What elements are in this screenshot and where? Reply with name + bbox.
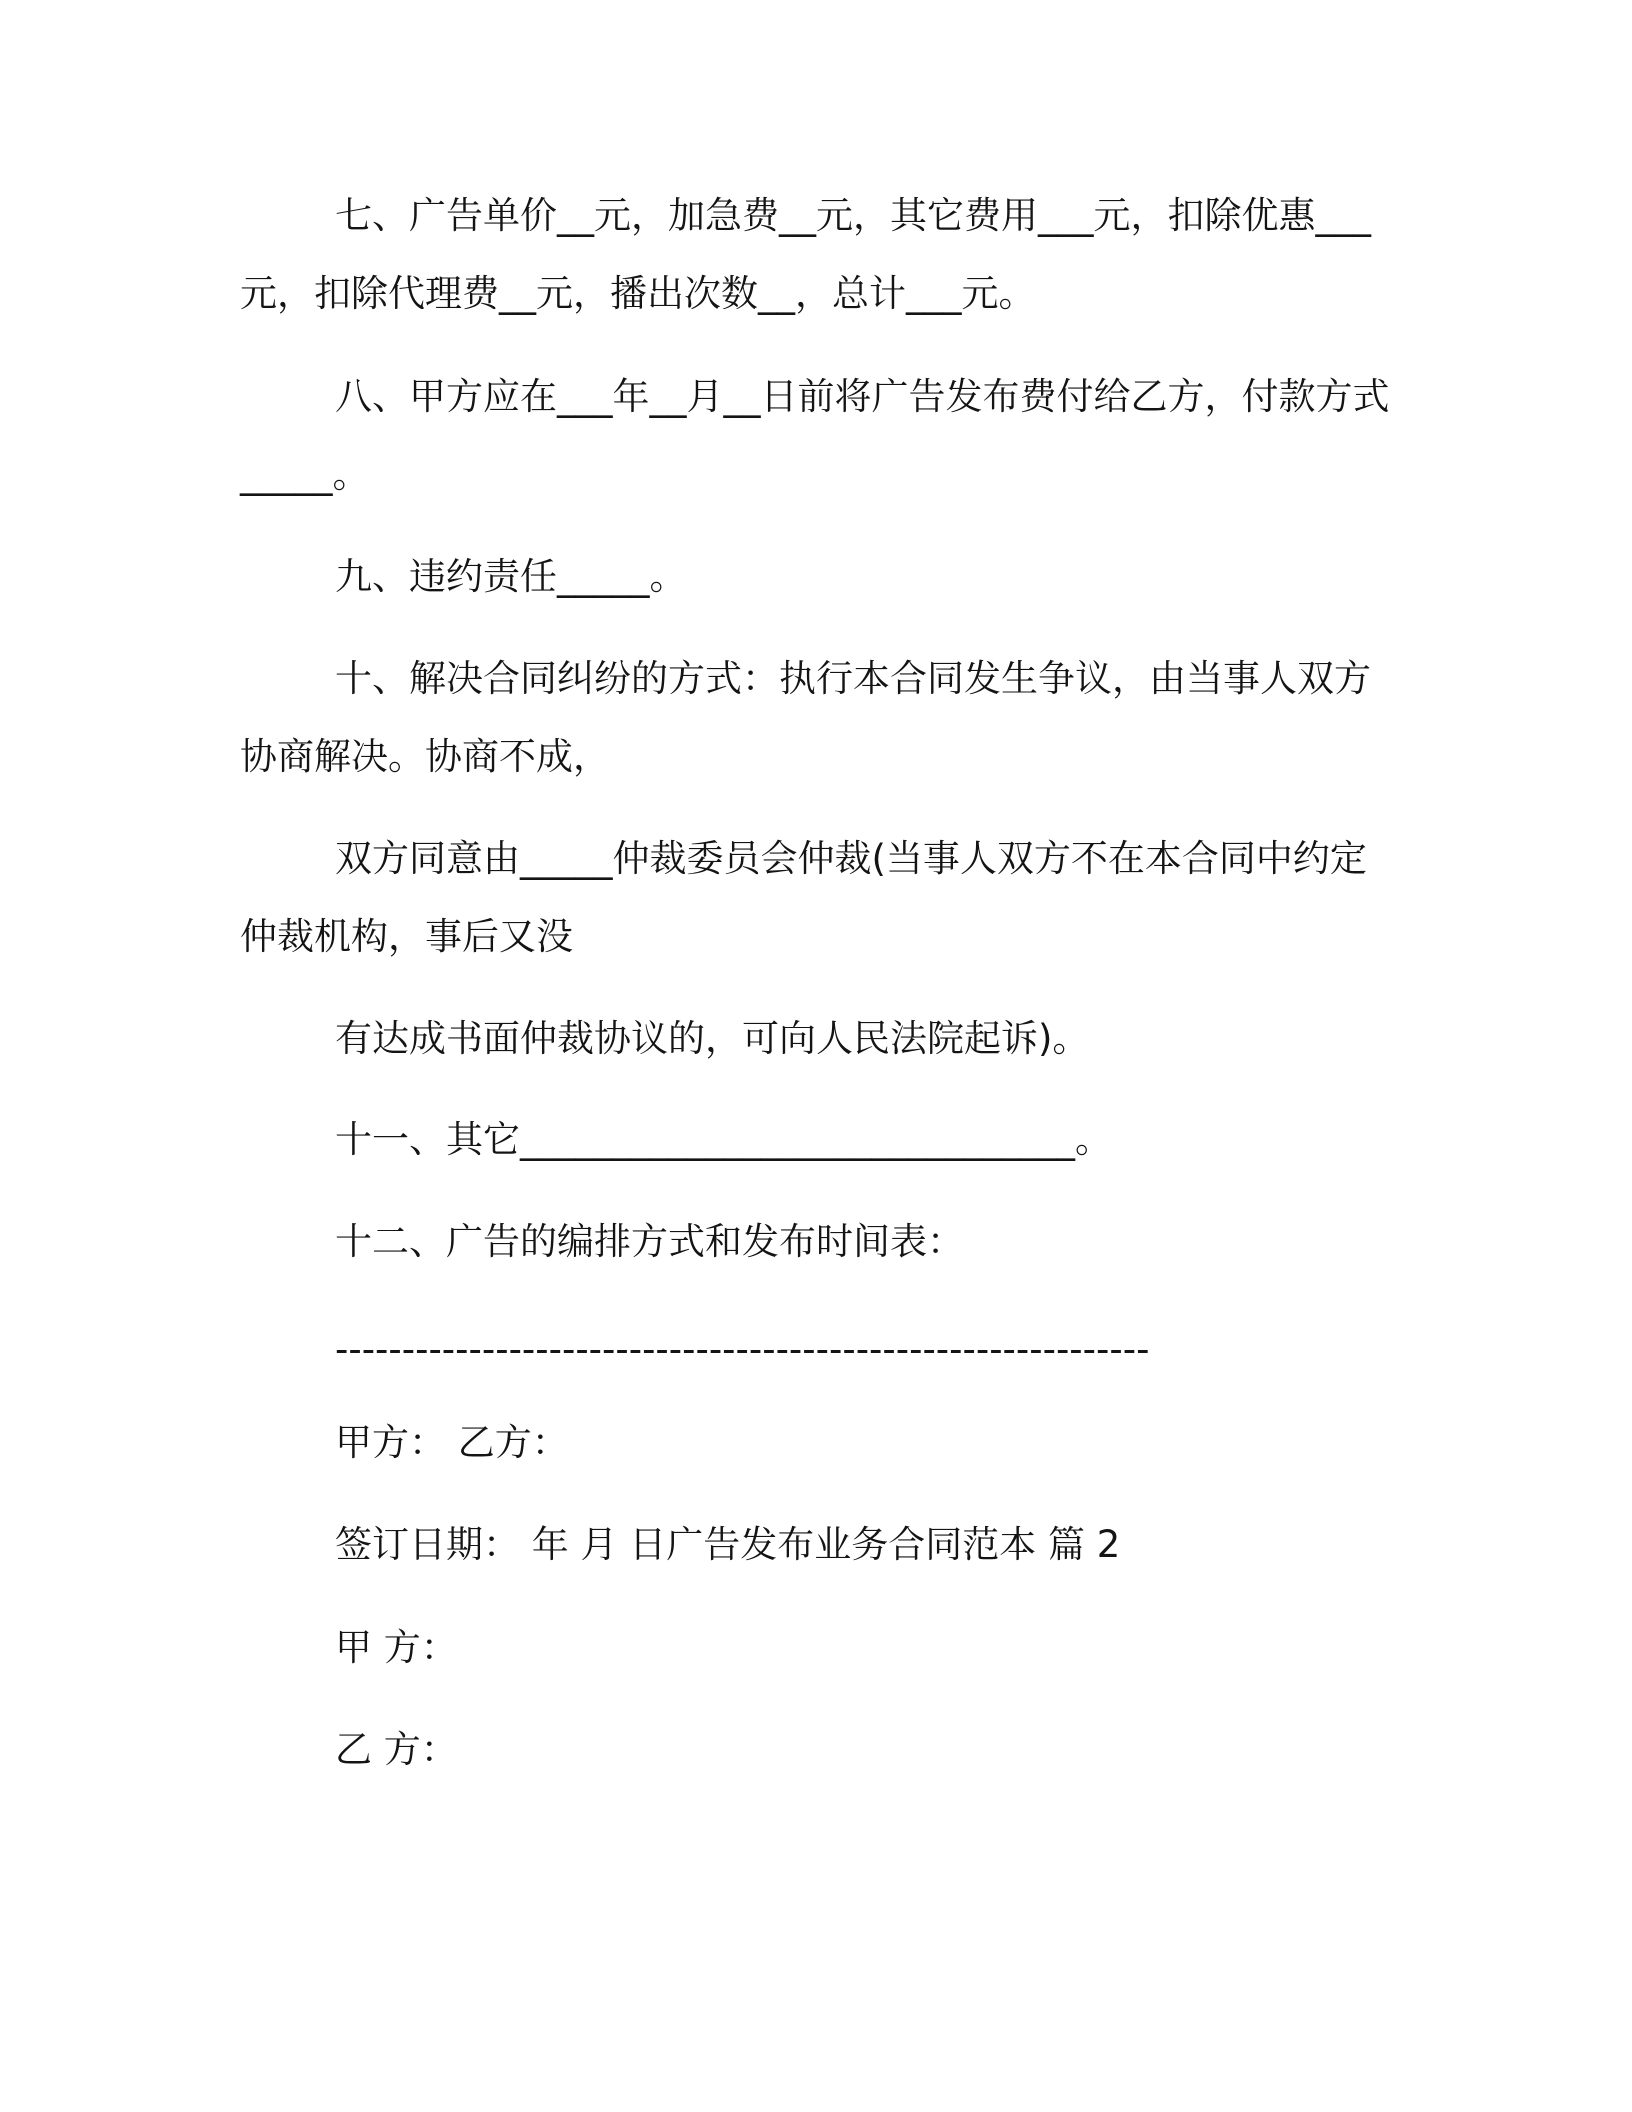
- party-b-label: 乙 方：: [335, 1728, 458, 1771]
- party-a-label: 甲 方：: [335, 1626, 458, 1669]
- clause-8-paragraph: 八、甲方应在___年__月__日前将广告发布费付给乙方，付款方式_____。: [240, 375, 1390, 496]
- signing-date-line: 签订日期： 年 月 日广告发布业务合同范本 篇 2: [335, 1523, 1121, 1566]
- clause-9-paragraph: 九、违约责任_____。: [335, 555, 687, 598]
- clause-11-paragraph: 十一、其它______________________________。: [335, 1118, 1112, 1161]
- clause-7-paragraph: 七、广告单价__元，加急费__元，其它费用___元，扣除优惠___元，扣除代理费__元，播出次数__，总计___元。: [240, 194, 1371, 315]
- clause-10-litigation-paragraph: 有达成书面仲裁协议的，可向人民法院起诉)。: [335, 1017, 1090, 1060]
- schedule-dash-line: -------------------------------------------------------------: [335, 1328, 1150, 1371]
- clause-10-paragraph: 十、解决合同纠纷的方式：执行本合同发生争议，由当事人双方协商解决。协商不成，: [240, 657, 1371, 778]
- clause-12-paragraph: 十二、广告的编排方式和发布时间表：: [335, 1220, 964, 1263]
- clause-10-arbitration-paragraph: 双方同意由_____仲裁委员会仲裁(当事人双方不在本合同中约定仲裁机构，事后又没: [240, 837, 1367, 958]
- parties-signature-line: 甲方： 乙方：: [335, 1421, 569, 1464]
